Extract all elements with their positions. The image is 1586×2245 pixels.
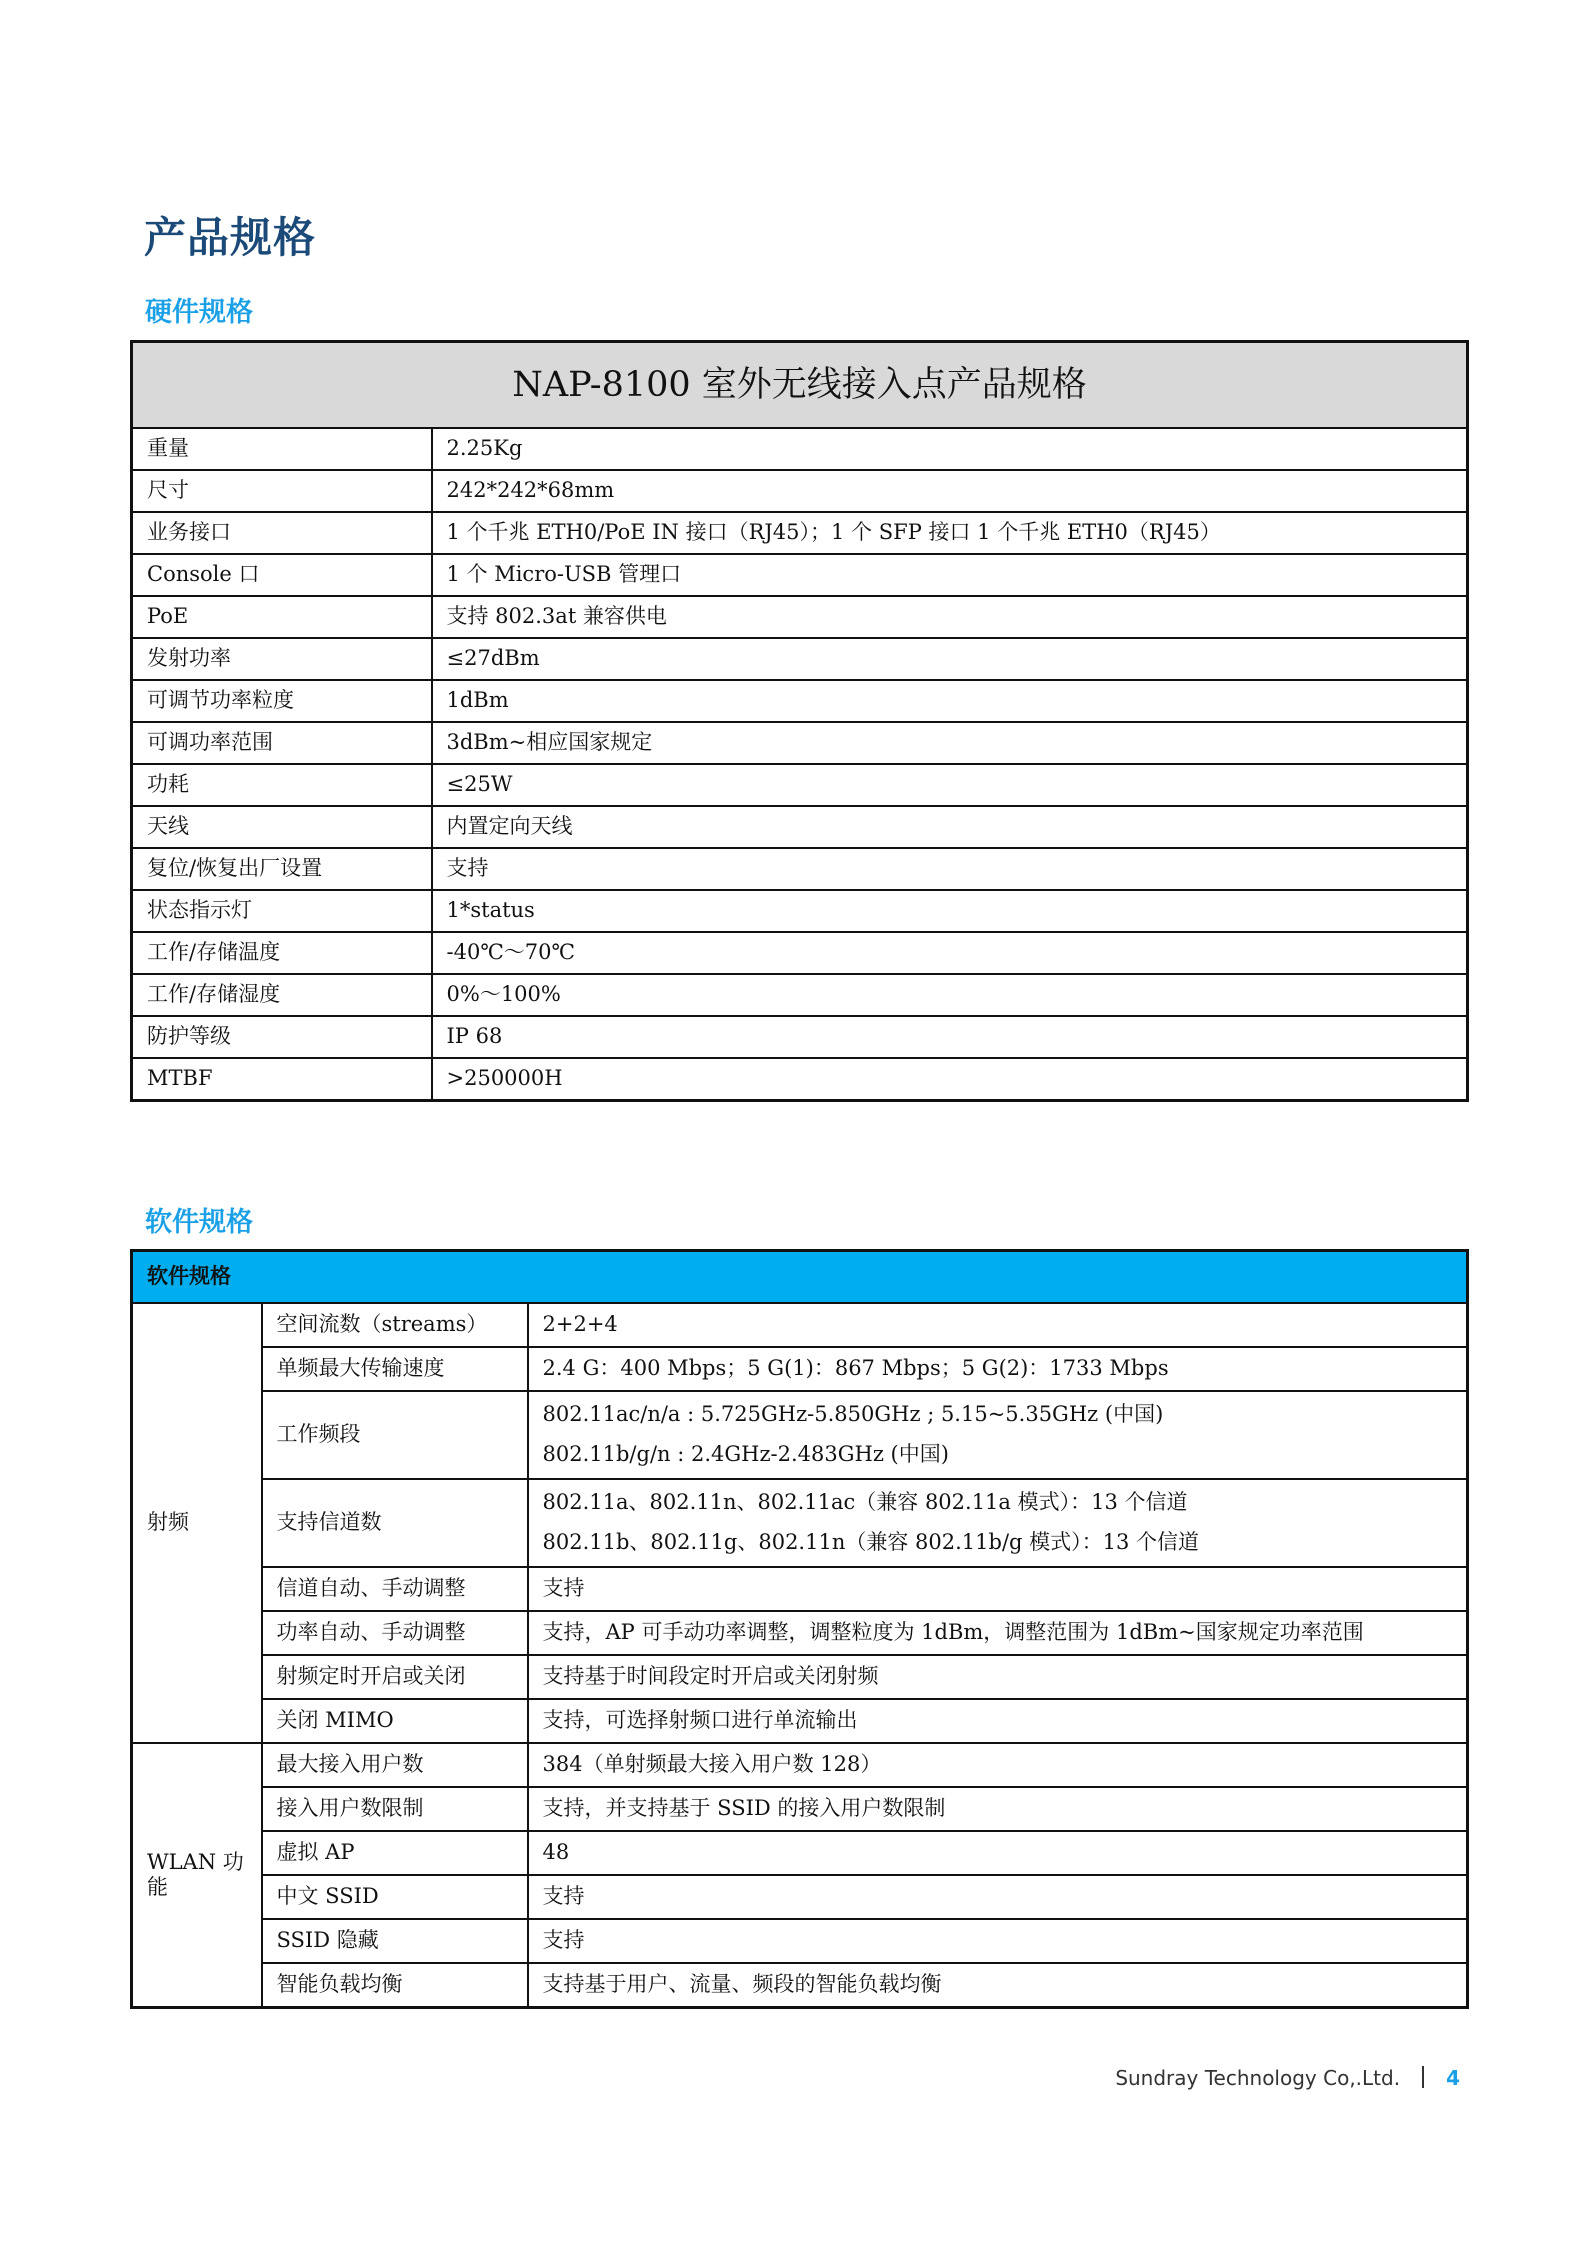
spec-label: MTBF: [132, 1058, 432, 1101]
spec-label: 智能负载均衡: [262, 1963, 528, 2008]
spec-label: 最大接入用户数: [262, 1743, 528, 1787]
spec-value: -40℃～70℃: [432, 932, 1468, 974]
spec-value: 1 个千兆 ETH0/PoE IN 接口（RJ45）；1 个 SFP 接口 1 个千兆 ETH0（RJ45）: [432, 512, 1468, 554]
spec-value: ≤27dBm: [432, 638, 1468, 680]
hardware-spec-row: [132, 428, 1468, 470]
software-spec-row: [132, 1831, 1468, 1875]
hardware-spec-row: [132, 1058, 1468, 1101]
spec-value: 48: [528, 1831, 1468, 1875]
hardware-spec-row: [132, 470, 1468, 512]
spec-label: 中文 SSID: [262, 1875, 528, 1919]
spec-label: 可调节功率粒度: [132, 680, 432, 722]
spec-value: >250000H: [432, 1058, 1468, 1101]
software-spec-row: [132, 1611, 1468, 1655]
software-table-header: 软件规格: [132, 1251, 1468, 1304]
spec-value: 支持，可选择射频口进行单流输出: [528, 1699, 1468, 1743]
spec-value: [528, 1391, 1468, 1479]
spec-label: 发射功率: [132, 638, 432, 680]
spec-value: 支持基于用户、流量、频段的智能负载均衡: [528, 1963, 1468, 2008]
page-footer: [1000, 2066, 1460, 2090]
spec-value: 支持 802.3at 兼容供电: [432, 596, 1468, 638]
spec-group-label: 射频: [132, 1303, 262, 1743]
spec-label: 虚拟 AP: [262, 1831, 528, 1875]
spec-value: 384（单射频最大接入用户数 128）: [528, 1743, 1468, 1787]
spec-label: 状态指示灯: [132, 890, 432, 932]
hardware-table-title: NAP-8100 室外无线接入点产品规格: [132, 342, 1468, 429]
spec-group-label: WLAN 功能: [132, 1743, 262, 2008]
software-spec-row: [132, 1655, 1468, 1699]
spec-label: Console 口: [132, 554, 432, 596]
hardware-spec-row: [132, 554, 1468, 596]
spec-label: 可调功率范围: [132, 722, 432, 764]
software-section-title: 软件规格: [145, 1207, 253, 1238]
software-spec-row: [132, 1567, 1468, 1611]
spec-value: 3dBm~相应国家规定: [432, 722, 1468, 764]
hardware-spec-row: [132, 890, 1468, 932]
spec-label: PoE: [132, 596, 432, 638]
hardware-spec-row: [132, 932, 1468, 974]
software-spec-row: [132, 1743, 1468, 1787]
spec-label: 重量: [132, 428, 432, 470]
spec-value: 支持: [528, 1919, 1468, 1963]
spec-label: 射频定时开启或关闭: [262, 1655, 528, 1699]
hardware-spec-row: [132, 722, 1468, 764]
software-table-header-row: [132, 1251, 1468, 1304]
spec-value: 支持，并支持基于 SSID 的接入用户数限制: [528, 1787, 1468, 1831]
spec-label: SSID 隐藏: [262, 1919, 528, 1963]
spec-value-line: 802.11b、802.11g、802.11n（兼容 802.11b/g 模式）：13 个信道: [542, 1530, 1200, 1554]
spec-label: 天线: [132, 806, 432, 848]
hardware-spec-row: [132, 512, 1468, 554]
hardware-spec-row: [132, 848, 1468, 890]
spec-value: ≤25W: [432, 764, 1468, 806]
footer-separator: [1422, 2066, 1424, 2088]
spec-value: 0%～100%: [432, 974, 1468, 1016]
spec-label: 空间流数（streams）: [262, 1303, 528, 1347]
hardware-spec-row: [132, 596, 1468, 638]
spec-value-line: 802.11a、802.11n、802.11ac（兼容 802.11a 模式）：13 个信道: [542, 1490, 1188, 1515]
spec-value: [528, 1479, 1468, 1567]
spec-value: 支持: [528, 1875, 1468, 1919]
spec-label: 信道自动、手动调整: [262, 1567, 528, 1611]
spec-label: 功率自动、手动调整: [262, 1611, 528, 1655]
spec-value-line: 802.11ac/n/a : 5.725GHz-5.850GHz ; 5.15~5.35GHz (中国): [542, 1402, 1164, 1427]
spec-value: 2.25Kg: [432, 428, 1468, 470]
spec-label: 尺寸: [132, 470, 432, 512]
spec-value: 1dBm: [432, 680, 1468, 722]
spec-value: 1*status: [432, 890, 1468, 932]
spec-value: 2+2+4: [528, 1303, 1468, 1347]
software-spec-row: [132, 1303, 1468, 1347]
spec-label: 支持信道数: [262, 1479, 528, 1567]
spec-value: IP 68: [432, 1016, 1468, 1058]
spec-value-line: 802.11b/g/n : 2.4GHz-2.483GHz (中国): [542, 1442, 949, 1466]
software-spec-row: [132, 1391, 1468, 1479]
spec-label: 接入用户数限制: [262, 1787, 528, 1831]
software-spec-row: [132, 1699, 1468, 1743]
hardware-spec-row: [132, 974, 1468, 1016]
spec-value: 1 个 Micro-USB 管理口: [432, 554, 1468, 596]
hardware-section-title: 硬件规格: [145, 297, 253, 328]
software-spec-row: [132, 1919, 1468, 1963]
hardware-spec-row: [132, 1016, 1468, 1058]
spec-label: 复位/恢复出厂设置: [132, 848, 432, 890]
spec-label: 工作/存储温度: [132, 932, 432, 974]
hardware-spec-row: [132, 680, 1468, 722]
software-spec-row: [132, 1875, 1468, 1919]
software-spec-row: [132, 1347, 1468, 1391]
hardware-spec-row: [132, 764, 1468, 806]
software-spec-table: [130, 1249, 1469, 2009]
software-spec-row: [132, 1963, 1468, 2008]
spec-value: 支持，AP 可手动功率调整，调整粒度为 1dBm，调整范围为 1dBm~国家规定功率范围: [528, 1611, 1468, 1655]
spec-label: 工作频段: [262, 1391, 528, 1479]
spec-value: 242*242*68mm: [432, 470, 1468, 512]
hardware-spec-row: [132, 806, 1468, 848]
spec-label: 工作/存储湿度: [132, 974, 432, 1016]
spec-label: 业务接口: [132, 512, 432, 554]
spec-value: 内置定向天线: [432, 806, 1468, 848]
spec-value: 支持: [528, 1567, 1468, 1611]
footer-company: Sundray Technology Co,.Ltd.: [1115, 2066, 1401, 2090]
page-number: 4: [1446, 2066, 1460, 2090]
spec-label: 功耗: [132, 764, 432, 806]
spec-label: 防护等级: [132, 1016, 432, 1058]
software-spec-row: [132, 1787, 1468, 1831]
page-title: 产品规格: [144, 213, 317, 262]
spec-value: 支持基于时间段定时开启或关闭射频: [528, 1655, 1468, 1699]
hardware-table-title-row: [132, 342, 1468, 429]
spec-value: 支持: [432, 848, 1468, 890]
hardware-spec-row: [132, 638, 1468, 680]
spec-value: 2.4 G：400 Mbps；5 G(1)：867 Mbps；5 G(2)：1733 Mbps: [528, 1347, 1468, 1391]
spec-label: 单频最大传输速度: [262, 1347, 528, 1391]
software-spec-row: [132, 1479, 1468, 1567]
hardware-spec-table: [130, 340, 1469, 1102]
spec-label: 关闭 MIMO: [262, 1699, 528, 1743]
